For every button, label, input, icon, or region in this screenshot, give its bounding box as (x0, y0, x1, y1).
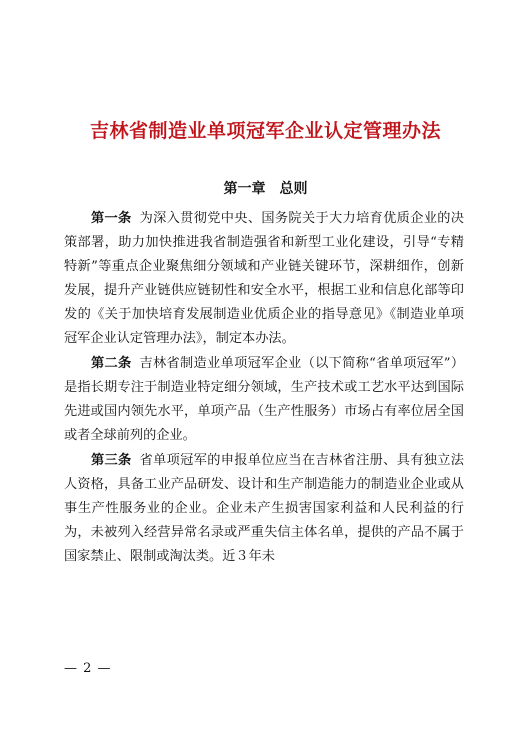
article-paragraph (64, 207, 464, 351)
article-label: 第二条 (91, 356, 132, 371)
article-text: 为深入贯彻党中央、国务院关于大力培育优质企业的决策部署，助力加快推进我省制造强省和新型工业化建设，引导“专精特新”等重点企业聚焦细分领域和产业链关键环节，深耕细作，创新发展，提升产业链供应链韧性和安全水平，根据工业和信息化部等印发的《关于加快培育发展制造业优质企业的指导意见》《制造业单项冠军企业认定管理办法》，制定本办法。 (64, 211, 464, 346)
article-paragraph (64, 449, 464, 569)
chapter-heading: 第一章 总则 (223, 181, 308, 197)
page-number: — 2 — (64, 661, 112, 676)
article-label: 第三条 (91, 453, 132, 468)
article-label: 第一条 (91, 211, 132, 226)
article-text: 省单项冠军的申报单位应当在吉林省注册、具有独立法人资格，具备工业产品研发、设计和生产制造能力的制造业企业或从事生产性服务业的企业。企业未产生损害国家利益和人民利益的行为，未被列入经营异常名录或严重失信主体名单，提供的产品不属于国家禁止、限制或淘汰类。近３年未 (64, 453, 464, 564)
article-text: 吉林省制造业单项冠军企业（以下简称“省单项冠军”）是指长期专注于制造业特定细分领域，生产技术或工艺水平达到国际先进或国内领先水平，单项产品（生产性服务）市场占有率位居全国或者全球前列的企业。 (64, 356, 465, 443)
document-title: 吉林省制造业单项冠军企业认定管理办法 (89, 120, 441, 142)
document-body (64, 207, 464, 570)
article-paragraph (64, 352, 464, 448)
